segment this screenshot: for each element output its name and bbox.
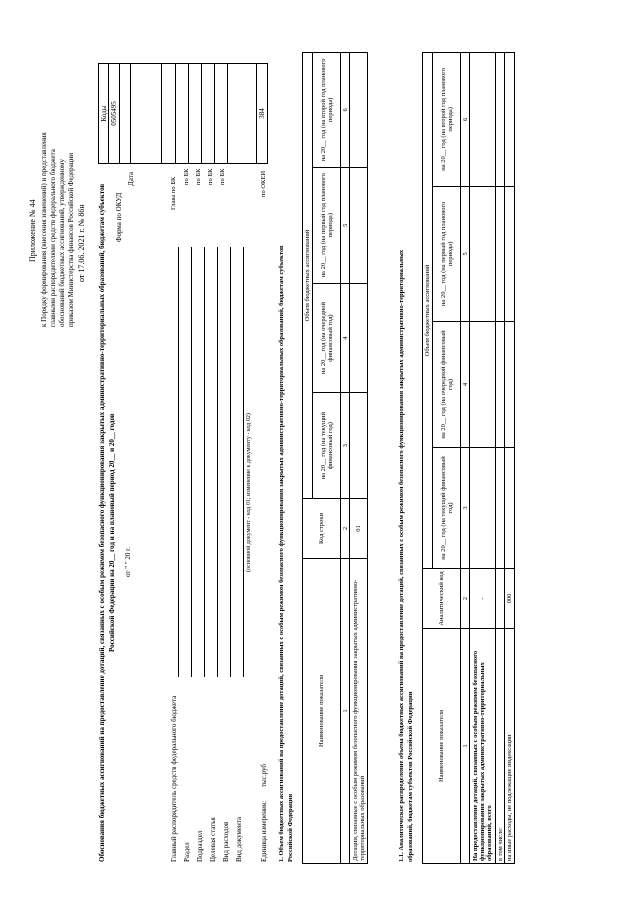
okei-code: 384 (257, 64, 268, 164)
s11-num-2: 2 (461, 569, 470, 629)
document-title-line-2: Российской Федерации на 20__ год и на плановый период 20__ и 20__ годов (108, 413, 116, 652)
unit-value: тыс.руб (260, 764, 268, 787)
field-label-vid-dokumenta: Вид документа (235, 816, 243, 862)
s11-row3-value-next[interactable] (505, 322, 515, 448)
unit-label: Единица измерения: (260, 801, 268, 862)
s1-value-current[interactable] (350, 393, 368, 499)
codes-table (98, 63, 268, 164)
s11-row2-name: в том числе: (496, 629, 505, 864)
okei-label: по ОКЕИ (260, 170, 267, 197)
bk-label-4: по БК (219, 168, 226, 185)
appendix-order-date: от 17.06. 2021 г. № 86н (77, 204, 86, 282)
date-cell[interactable] (120, 64, 131, 164)
s11-row2-value-current[interactable] (496, 447, 505, 568)
bk-code-cell-2[interactable] (189, 64, 202, 164)
rotated-document-page (20, 22, 620, 882)
appendix-line-3: обоснований бюджетных ассигнований, утвержденному (58, 159, 66, 327)
s11-row3-value-plan2[interactable] (505, 53, 515, 187)
s11-row2-code[interactable] (496, 569, 505, 629)
field-line-tselevaya[interactable] (217, 247, 218, 677)
s11-num-1: 1 (461, 629, 470, 864)
field-line-grbs[interactable] (178, 247, 179, 677)
s11-row3-value-plan1[interactable] (505, 186, 515, 321)
empty-code-cell[interactable] (131, 64, 162, 164)
s11-row3-code: 000 (505, 569, 515, 629)
s1-value-plan1[interactable] (350, 167, 368, 283)
s1-header-code: Код строки (303, 499, 341, 559)
s1-header-group: Объем бюджетных ассигнований (303, 53, 313, 499)
s1-header-current: на 20__ год (на текущий финансовый год) (313, 393, 341, 499)
field-label-vid-rashodov: Вид расходов (222, 821, 230, 862)
appendix-line-2: главными распорядителями средств федерального бюджета (49, 149, 57, 327)
date-label: Дата (127, 172, 135, 186)
vid-doc-code-cell[interactable] (228, 64, 257, 164)
s1-row-name: Дотации, связанные с особым режимом безопасного функционирования закрытых административно-территориальных образований (350, 559, 368, 864)
s1-header-plan1: на 20__ год (на первый год планового периода) (313, 167, 341, 283)
glava-code-cell[interactable] (162, 64, 176, 164)
s11-num-3: 3 (461, 447, 470, 568)
s11-row1-value-next[interactable] (470, 322, 496, 448)
section1-title: 1. Объем бюджетных ассигнований на предоставление дотаций, связанных с особым режимом безопасного функционирования закрытых административно-территориальных образований, бюджетам субъектов (278, 245, 285, 862)
section11-table (422, 52, 515, 864)
s11-row3-name: на иные расходы, не подлежащие индексации (505, 629, 515, 864)
s11-row1-value-plan1[interactable] (470, 186, 496, 321)
bk-label-2: по БК (195, 168, 202, 185)
s11-header-next: на 20__ год (на очередной финансовый год) (433, 322, 461, 448)
s11-num-4: 4 (461, 322, 470, 448)
field-label-tselevaya: Целевая статья (209, 817, 217, 862)
bk-label-3: по БК (207, 168, 214, 185)
s11-row1-code: - (470, 569, 496, 629)
bk-label-1: по БК (183, 168, 190, 185)
s11-row2-value-next[interactable] (496, 322, 505, 448)
s11-header-current: на 20__ год (на текущий финансовый год) (433, 447, 461, 568)
field-label-razdel: Раздел (183, 842, 191, 862)
s11-header-name: Наименование показателя (423, 629, 461, 864)
field-line-razdel[interactable] (191, 247, 192, 677)
s11-row1-value-current[interactable] (470, 447, 496, 568)
field-line-vid-rashodov[interactable] (230, 247, 231, 677)
field-line-podrazdel[interactable] (204, 247, 205, 677)
s1-header-next: на 20__ год (на очередной финансовый год) (313, 283, 341, 393)
codes-header: Коды (99, 64, 109, 164)
section11-title-2: образований, бюджетам субъектов Российской Федерации (407, 691, 414, 862)
s1-num-1: 1 (341, 559, 350, 864)
s11-row1-value-plan2[interactable] (470, 53, 496, 187)
okud-label: Форма по ОКУД (115, 192, 123, 242)
document-date-line: от " " 20 г. (124, 546, 132, 577)
section1-table (302, 52, 368, 864)
field-line-vid-dokumenta[interactable] (243, 247, 244, 677)
s1-value-plan2[interactable] (350, 53, 368, 168)
s11-row1-name: На предоставление дотаций, связанных с особым режимом безопасного функционирования закрытых административно-территориальных образований, всего (470, 629, 496, 864)
s1-num-3: 3 (341, 393, 350, 499)
section1-title-2: Российской Федерации (287, 793, 294, 862)
okud-code: 0505495 (109, 64, 120, 164)
s1-row-code: 01 (350, 499, 368, 559)
s11-header-group: Объем бюджетных ассигнований (423, 53, 433, 569)
bk-code-cell-3[interactable] (202, 64, 215, 164)
appendix-number: Приложение № 44 (28, 199, 37, 262)
field-label-grbs: Главный распорядитель средств федерального бюджета (170, 695, 178, 862)
s11-row3-value-current[interactable] (505, 447, 515, 568)
s1-num-6: 6 (341, 53, 350, 168)
s11-header-plan2: на 20__ год (на второй год планового периода) (433, 53, 461, 187)
s1-header-name: Наименование показателя (303, 559, 341, 864)
s11-header-plan1: на 20__ год (на первый год планового периода) (433, 186, 461, 321)
s11-row2-value-plan2[interactable] (496, 53, 505, 187)
s11-num-6: 6 (461, 53, 470, 187)
section11-title: 1.1. Аналитическое распределение объема бюджетных ассигнований на предоставление дотаций, связанных с особым режимом безопасного функционирования закрытых административно-территориальных (398, 249, 405, 862)
field-label-podrazdel: Подраздел (196, 830, 204, 862)
bk-code-cell-1[interactable] (176, 64, 189, 164)
doc-type-note: (основной документ - код 01; изменение к документу - код 02) (246, 413, 252, 572)
s11-header-code: Аналитический код (423, 569, 461, 629)
s1-value-next[interactable] (350, 283, 368, 393)
appendix-line-4: приказом Министерства финансов Российской Федерации (67, 153, 75, 327)
s1-num-2: 2 (341, 499, 350, 559)
s11-row2-value-plan1[interactable] (496, 186, 505, 321)
s11-num-5: 5 (461, 186, 470, 321)
glava-bk-label: Глава по БК (170, 176, 177, 210)
s1-num-5: 5 (341, 167, 350, 283)
s1-num-4: 4 (341, 283, 350, 393)
s1-header-plan2: на 20__ год (на второй год планового периода) (313, 53, 341, 168)
appendix-line-1: к Порядку формирования (внесения изменений) и представления (40, 132, 48, 327)
document-title-line-1: Обоснования бюджетных ассигнований на предоставление дотаций, связанных с особым режимом безопасного функционирования закрытых административно-территориальных образований, бюджетам субъектов (98, 183, 106, 862)
bk-code-cell-4[interactable] (215, 64, 228, 164)
